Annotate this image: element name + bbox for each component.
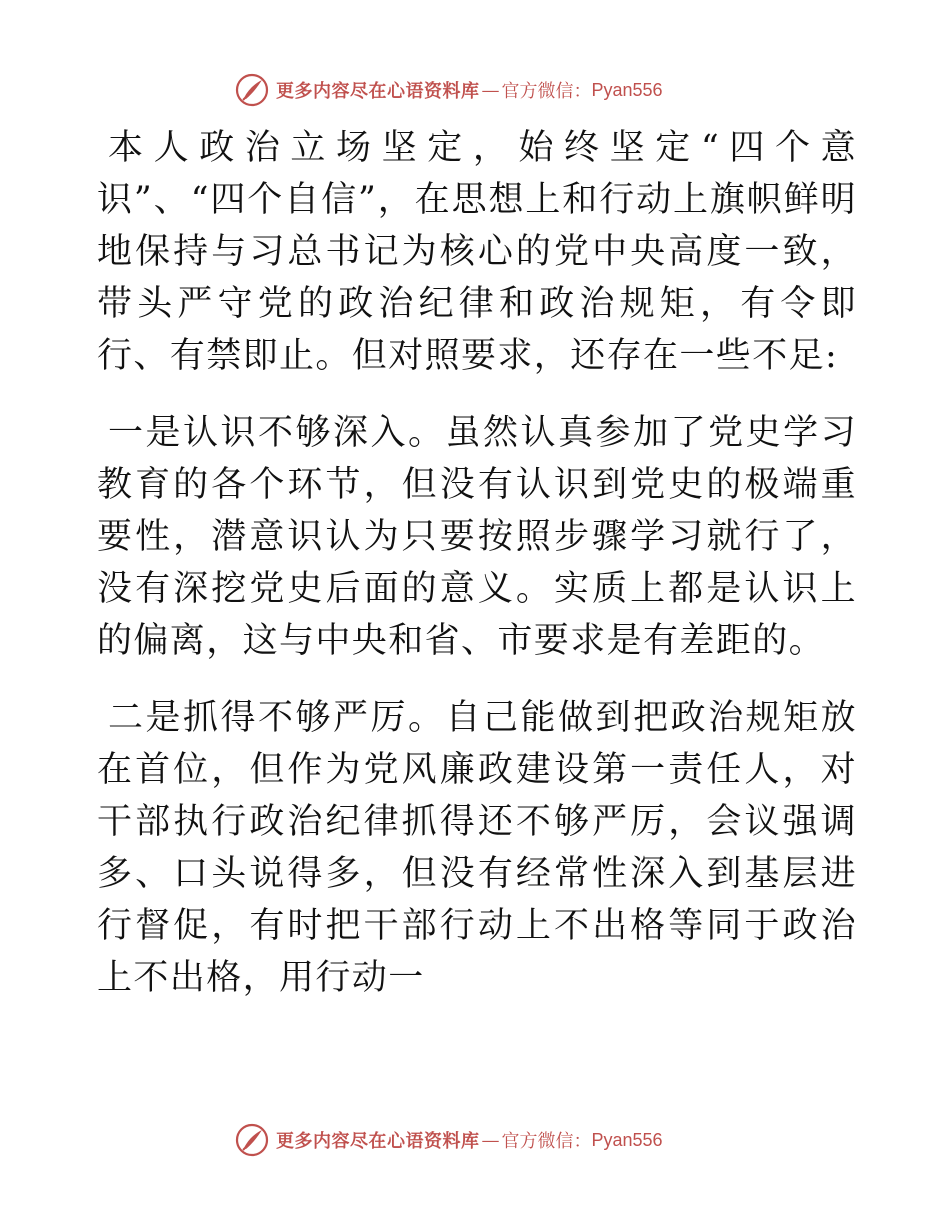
quill-logo-icon	[234, 1122, 270, 1158]
footer-watermark	[234, 1120, 663, 1160]
watermark-label: 官方微信：	[501, 81, 592, 102]
paragraph-point-two: 二是抓得不够严厉。自己能做到把政治规矩放在首位，但作为党风廉政建设第一责任人，对干部执行政治纪律抓得还不够严厉，会议强调多、口头说得多，但没有经常性深入到基层进行督促，有时把干部行动上不出格等同于政治上不出格，用行动一	[97, 698, 857, 998]
header-watermark	[234, 70, 663, 110]
paragraph-point-one: 一是认识不够深入。虽然认真参加了党史学习教育的各个环节，但没有认识到党史的极端重要性，潜意识认为只要按照步骤学习就行了，没有深挖党史后面的意义。实质上都是认识上的偏离，这与中央和省、市要求是有差距的。	[97, 413, 857, 661]
watermark-id: Pyan556	[591, 1129, 663, 1150]
paragraph-intro: 本人政治立场坚定，始终坚定“四个意识”、“四个自信”，在思想上和行动上旗帜鲜明地保持与习总书记为核心的党中央高度一致，带头严守党的政治纪律和政治规矩，有令即行、有禁即止。但对照要求，还存在一些不足:	[97, 128, 857, 376]
quill-logo-icon	[234, 72, 270, 108]
watermark-dash: —	[481, 79, 500, 101]
watermark-brand: 更多内容尽在心语资料库	[276, 81, 480, 102]
document-body	[97, 122, 857, 1029]
watermark-id: Pyan556	[591, 79, 663, 100]
watermark-brand: 更多内容尽在心语资料库	[276, 1131, 480, 1152]
watermark-dash: —	[481, 1129, 500, 1151]
watermark-label: 官方微信：	[501, 1131, 592, 1152]
